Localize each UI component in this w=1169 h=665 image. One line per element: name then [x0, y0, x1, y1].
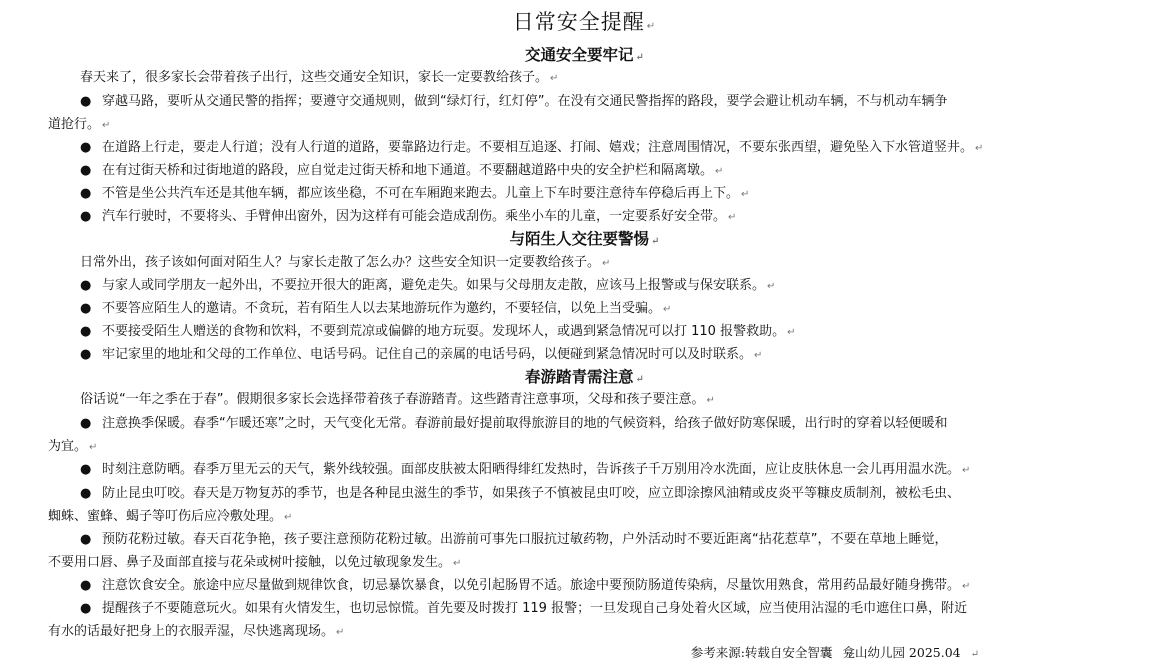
list-item: ● 穿越马路，要听从交通民警的指挥；要遵守交通规则，做到“绿灯行，红灯停”。在没有交通民警指挥的路段，要学会避让机动车辆，不与机动车辆争 道抢行。 ↵: [48, 94, 948, 132]
section-heading-strangers: 与陌生人交往要警惕 ↵: [509, 229, 660, 248]
list-item: ● 牢记家里的地址和父母的工作单位、电话号码。记住自己的亲属的电话号码，以便碰到紧急情况时可以及时联系。 ↵: [80, 347, 763, 362]
list-item: ● 预防花粉过敏。春天百花争艳，孩子要注意预防花粉过敏。出游前可事先口服抗过敏药物，户外活动时不要近距离“拈花惹草”，不要在草地上睡觉， 不要用口唇、鼻子及面部直接与花朵或树叶接触，以免过敏现象发生。 ↵: [48, 532, 948, 570]
section-heading-traffic: 交通安全要牢记 ↵: [525, 45, 644, 64]
list-item: ● 不要接受陌生人赠送的食物和饮料，不要到荒凉或偏僻的地方玩耍。发现坏人，或遇到紧急情况可以打 110 报警救助。 ↵: [80, 324, 796, 339]
list-item: ● 防止昆虫叮咬。春天是万物复苏的季节，也是各种昆虫滋生的季节，如果孩子不慎被昆虫叮咬，应立即涂擦风油精或皮炎平等糠皮质制剂，被松毛虫、 蜘蛛、蜜蜂、蝎子等叮伤后应冷敷处理。 ↵: [48, 486, 961, 524]
section-intro-traffic: 春天来了，很多家长会带着孩子出行，这些交通安全知识，家长一定要教给孩子。 ↵: [80, 70, 559, 85]
source-citation: 参考来源:转载自安全智囊 龛山幼儿园 2025.04 ↵: [690, 645, 979, 660]
list-item: ● 在道路上行走，要走人行道；没有人行道的道路，要靠路边行走。不要相互追逐、打闹、嬉戏；注意周围情况，不要东张西望，避免坠入下水管道竖井。 ↵: [80, 140, 984, 155]
list-item: ● 注意饮食安全。旅途中应尽量做到规律饮食，切忌暴饮暴食，以免引起肠胃不适。旅途中要预防肠道传染病，尽量饮用熟食，常用药品最好随身携带。 ↵: [80, 578, 971, 593]
list-item: ● 时刻注意防晒。春季万里无云的天气，紫外线较强。面部皮肤被太阳晒得绯红发热时，告诉孩子千万别用冷水洗面，应让皮肤休息一会儿再用温水洗。 ↵: [80, 462, 971, 477]
list-item: ● 提醒孩子不要随意玩火。如果有火情发生，也切忌惊慌。首先要及时拨打 119 报警；一旦发现自己身处着火区域，应当使用沾湿的毛巾遮住口鼻，附近 有水的话最好把身上的衣服弄湿，尽快逃离现场。 ↵: [48, 601, 968, 639]
page-title: 日常安全提醒 ↵: [512, 10, 657, 34]
section-intro-strangers: 日常外出，孩子该如何面对陌生人？与家长走散了怎么办？这些安全知识一定要教给孩子。 ↵: [80, 255, 611, 270]
list-item: ● 在有过街天桥和过街地道的路段，应自觉走过街天桥和地下通道。不要翻越道路中央的安全护栏和隔离墩。 ↵: [80, 163, 724, 178]
source-school: 龛山幼儿园 2025.04: [842, 645, 961, 660]
list-item: ● 汽车行驶时，不要将头、手臂伸出窗外，因为这样有可能会造成刮伤。乘坐小车的儿童，一定要系好安全带。 ↵: [80, 209, 737, 224]
list-item: ● 不要答应陌生人的邀请。不贪玩，若有陌生人以去某地游玩作为邀约，不要轻信，以免上当受骗。 ↵: [80, 301, 672, 316]
section-heading-spring-outing: 春游踏青需注意 ↵: [525, 367, 644, 386]
list-item: ● 不管是坐公共汽车还是其他车辆，都应该坐稳，不可在车厢跑来跑去。儿童上下车时要注意待车停稳后再上下。 ↵: [80, 186, 750, 201]
list-item: ● 与家人或同学朋友一起外出，不要拉开很大的距离，避免走失。如果与父母朋友走散，应该马上报警或与保安联系。 ↵: [80, 278, 776, 293]
source-label: 参考来源:转载自安全智囊: [690, 645, 833, 660]
section-intro-spring-outing: 俗话说“一年之季在于春”。假期很多家长会选择带着孩子春游踏青。这些踏青注意事项，父母和孩子要注意。 ↵: [80, 392, 715, 407]
list-item: ● 注意换季保暖。春季“乍暖还寒”之时，天气变化无常。春游前最好提前取得旅游目的地的气候资料，给孩子做好防寒保暖，出行时的穿着以轻便暖和 为宜。 ↵: [48, 416, 948, 454]
